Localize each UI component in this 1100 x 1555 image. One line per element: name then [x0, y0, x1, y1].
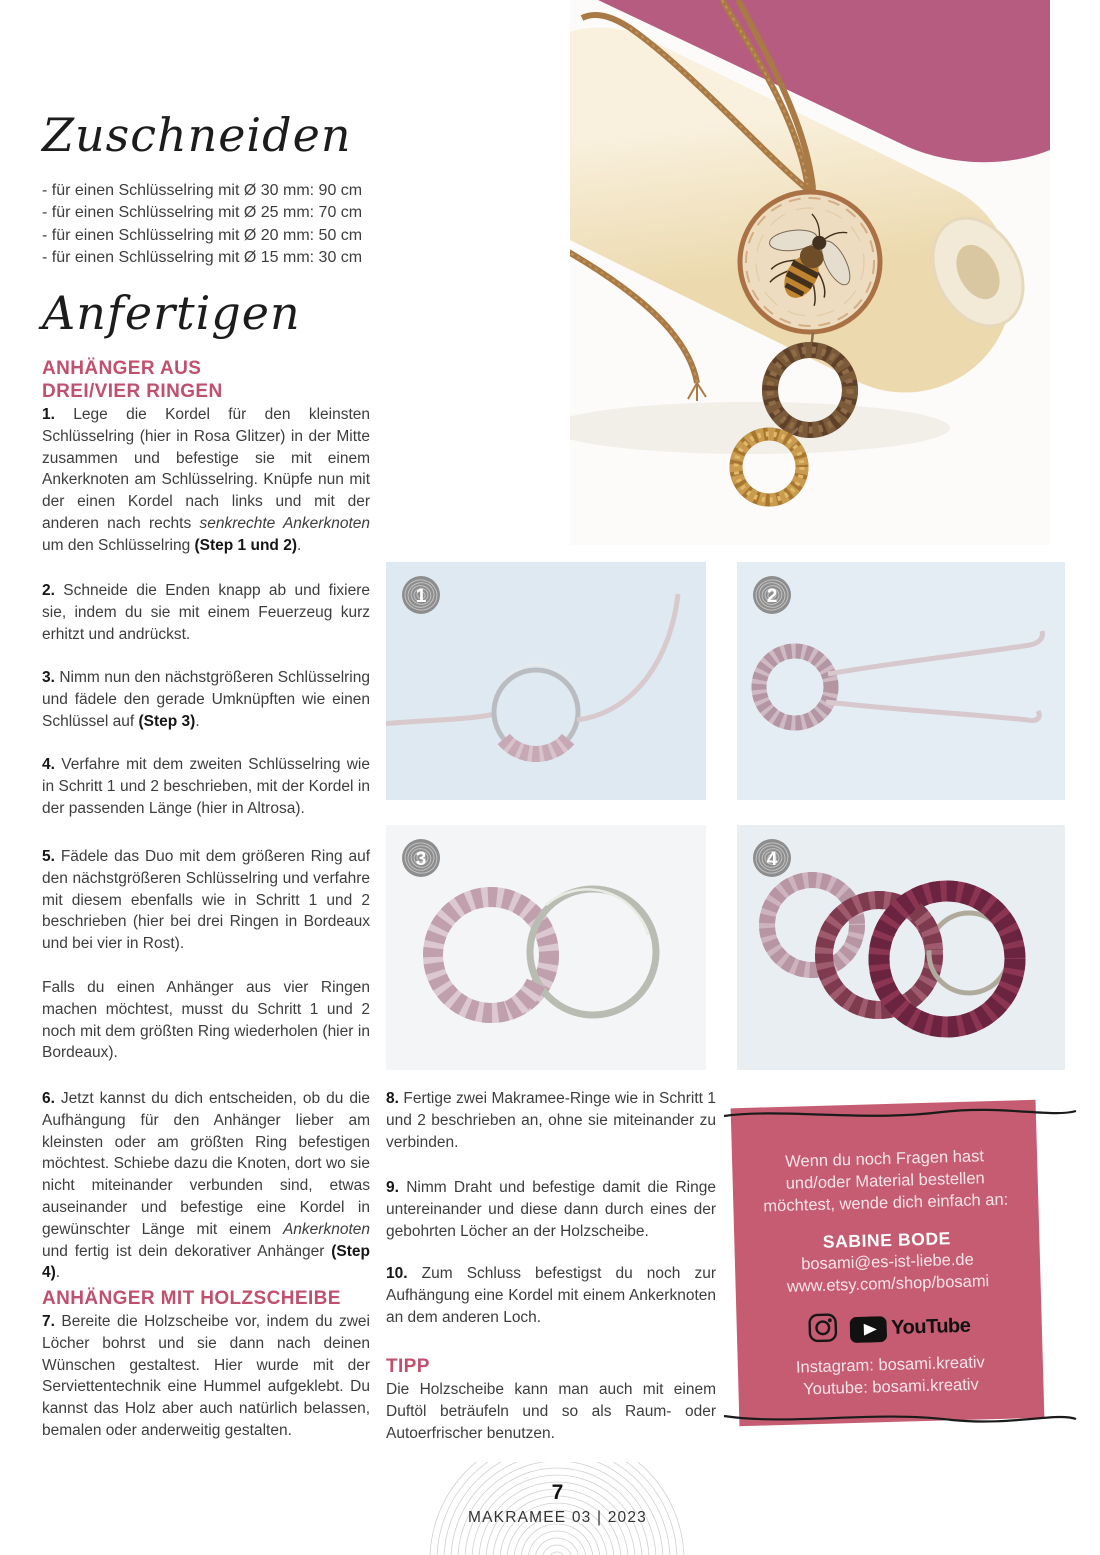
paragraph-falls: Falls du einen Anhänger aus vier Ringen machen möchtest, musst du Schritt 1 und 2 noch mit dem größten Ring wiederholen (hier in Bordeaux). [42, 979, 370, 1062]
step-photo-3 [386, 825, 706, 1070]
issue-label: MAKRAMEE 03 | 2023 [468, 1509, 647, 1526]
contact-box-wrap [722, 1096, 1078, 1441]
hero-photo-bee-pendant [570, 0, 1050, 545]
list-item: - für einen Schlüsselring mit Ø 30 mm: 90 cm [42, 182, 363, 199]
list-item: - für einen Schlüsselring mit Ø 15 mm: 30 cm [42, 249, 363, 267]
step-10-text: 10. Zum Schluss befestigst du noch zur Aufhängung eine Kordel mit einem Ankerknoten an dem anderen Loch. [386, 1265, 716, 1326]
tipp-text: Die Holzscheibe kann man auch mit einem Duftöl beträufeln und so als Raum- oder Autoerfrischer benutzen. [386, 1381, 716, 1442]
step-9-text: 9. Nimm Draht und befestige damit die Ringe untereinander und diese dann durch eines der gebohrten Löcher an der Holzscheibe. [386, 1179, 716, 1240]
youtube-icon[interactable] [850, 1313, 971, 1342]
contact-shop-url[interactable]: www.etsy.com/shop/bosami [786, 1272, 990, 1296]
tipp-heading: TIPP [386, 1356, 430, 1377]
step-6-text: 6. Jetzt kannst du dich entscheiden, ob du die Aufhängung für den Anhänger lieber am kleinsten oder am größten Ring befestigen möchtest. Schiebe dazu die Knoten, dort wo sie nicht miteinander verbunden sind, etwas auseinander und befestige eine Kordel in gewünschter Länge mit einem Ankerknoten und fertig ist dein dekorativer Anhänger (Step 4). [42, 1090, 370, 1282]
hand-drawn-line-bottom [722, 1406, 1078, 1430]
contact-intro: Wenn du noch Fragen hast und/oder Material bestellen möchtest, wende dich einfach an: [763, 1147, 1009, 1216]
step-badge-4 [752, 838, 792, 878]
page-number: 7 [551, 1481, 564, 1504]
step-badge-1 [401, 575, 441, 615]
contact-email[interactable]: bosami@es-ist-liebe.de [800, 1250, 975, 1274]
cord-left [386, 714, 496, 724]
youtube-handle[interactable]: Youtube: bosami.kreativ [802, 1375, 979, 1399]
ring-berry [879, 891, 1015, 1027]
instagram-handle[interactable]: Instagram: bosami.kreativ [795, 1353, 986, 1377]
step-badge-2 [752, 575, 792, 615]
step-photo-2 [737, 562, 1065, 800]
youtube-wordmark: YouTube [890, 1314, 971, 1339]
badge-number: 3 [415, 849, 427, 870]
step-7-text: 7. Bereite die Holzscheibe vor, indem du zwei Löcher bohrst und sie dann nach deinen Wünschen gestaltest. Hier wurde mit der Serviettentechnik eine Hummel aufgeklebt. Du kannst das Holz aber auch natürlich belassen, bemalen oder anderweitig gestalten. [42, 1313, 370, 1439]
section-title-zuschneiden: Zuschneiden [42, 108, 352, 162]
subheading-anhaenger-ringe: ANHÄNGER AUS DREI/VIER RINGEN [42, 358, 223, 402]
hand-drawn-line-top [722, 1102, 1078, 1126]
step-8-text: 8. Fertige zwei Makramee-Ringe wie in Schritt 1 und 2 beschrieben an, ohne sie miteinander zu verbinden. [386, 1090, 716, 1151]
contact-box [731, 1100, 1045, 1426]
list-item: - für einen Schlüsselring mit Ø 20 mm: 50 cm [42, 226, 363, 244]
step-2-text: 2. Schneide die Enden knapp ab und fixiere sie, indem du sie mit einem Feuerzeug kurz erhitzt und andrückst. [42, 582, 370, 643]
cord-lower [826, 702, 1039, 721]
contact-name: SABINE BODE [822, 1228, 952, 1252]
cord-upper [828, 631, 1042, 674]
list-item: - für einen Schlüsselring mit Ø 25 mm: 70 cm [42, 204, 363, 222]
hero-photo-illustration [570, 0, 1050, 545]
step-3-text: 3. Nimm nun den nächstgrößeren Schlüsselring und fädele den gerade Umknüpften wie einen Schlüssel auf (Step 3). [42, 669, 370, 730]
step-photo-1 [386, 562, 706, 800]
instagram-icon[interactable] [808, 1312, 839, 1348]
step-4-text: 4. Verfahre mit dem zweiten Schlüsselring wie in Schritt 1 und 2 beschrieben, mit der Kordel in der passenden Länge (hier in Altrosa). [42, 756, 370, 817]
subheading-anhaenger-holzscheibe: ANHÄNGER MIT HOLZSCHEIBE [42, 1288, 341, 1309]
step-badge-3 [401, 838, 441, 878]
badge-number: 1 [415, 586, 427, 607]
badge-number: 2 [766, 586, 778, 607]
cord-right [577, 594, 678, 720]
step-1-text: 1. Lege die Kordel für den kleinsten Schlüsselring (hier in Rosa Glitzer) in der Mitte zusammen und befestige sie mit einem Ankerknoten am Schlüsselring. Knüpfe nun mit der einen Kordel nach links und mit der anderen nach rechts senkrechte Ankerknoten um den Schlüsselring (Step 1 und 2). [42, 406, 370, 554]
step-5-text: 5. Fädele das Duo mit dem größeren Ring auf den nächstgrößeren Schlüsselring und verfahre mit diesem ebenfalls wie in Schritt 1 und 2 beschrieben (hier bei drei Ringen in Bordeaux und bei vier in Rost). [42, 848, 370, 953]
badge-number: 4 [766, 849, 778, 870]
section-title-anfertigen: Anfertigen [42, 286, 301, 340]
cutting-length-list [42, 180, 377, 270]
step-photo-4 [737, 825, 1065, 1070]
